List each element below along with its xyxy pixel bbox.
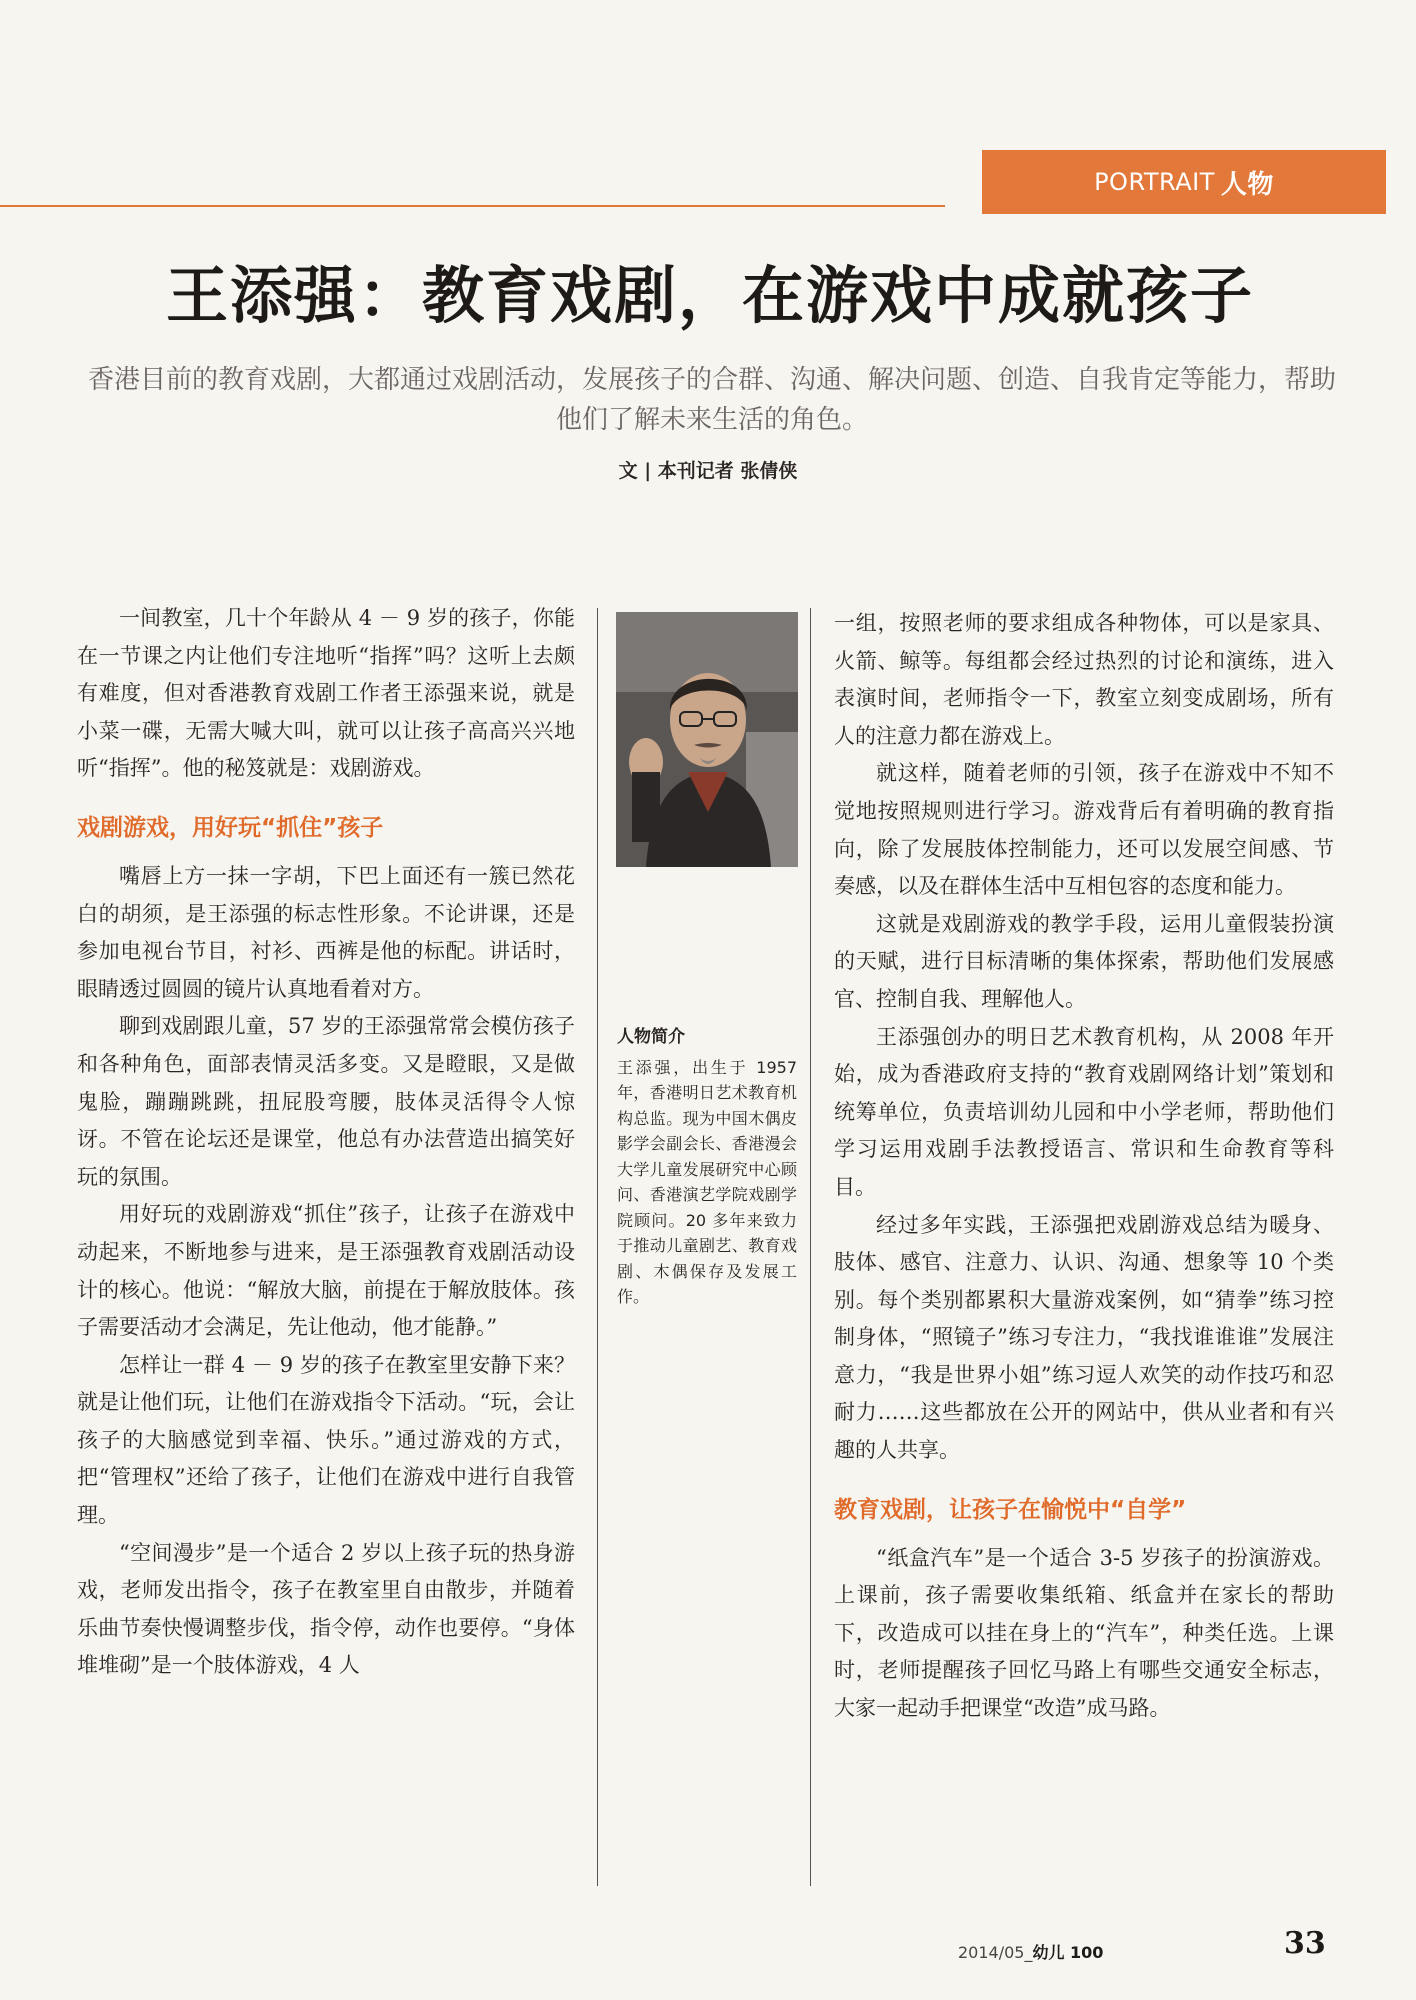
article-title: 王添强：教育戏剧，在游戏中成就孩子 (165, 259, 1254, 332)
paragraph: 一间教室，几十个年龄从 4 － 9 岁的孩子，你能在一节课之内让他们专注地听“指挥”吗？这听上去颇有难度，但对香港教育戏剧工作者王添强来说，就是小菜一碟，无需大喊大叫，就可以让孩子高高兴兴地听“指挥”。他的秘笈就是：戏剧游戏。 (77, 606, 575, 781)
byline: 文 | 本刊记者 张倩侠 (618, 460, 798, 482)
paragraph: 聊到戏剧跟儿童，57 岁的王添强常常会模仿孩子和各种角色，面部表情灵活多变。又是瞪眼，又是做鬼脸，蹦蹦跳跳，扭屁股弯腰，肢体灵活得令人惊讶。不管在论坛还是课堂，他总有办法营造出搞笑好玩的氛围。 (77, 1014, 575, 1189)
issue-date: 2014/05_ (958, 1943, 1033, 1962)
paragraph: 经过多年实践，王添强把戏剧游戏总结为暖身、肢体、感官、注意力、认识、沟通、想象等 10 个类别。每个类别都累积大量游戏案例，如“猜拳”练习控制身体，“照镜子”练习专注力，“我找谁谁谁”发展注意力，“我是世界小姐”练习逗人欢笑的动作技巧和忍耐力……这些都放在公开的网站中，供从业者和有兴趣的人共享。 (834, 1212, 1334, 1463)
magazine-name: 幼儿 100 (1032, 1943, 1104, 1962)
header-rule (0, 205, 945, 207)
profile-label: 人物简介 (617, 1027, 685, 1047)
profile-box (617, 1025, 797, 1310)
paragraph: 这就是戏剧游戏的教学手段，运用儿童假装扮演的天赋，进行目标清晰的集体探索，帮助他们发展感官、控制自我、理解他人。 (834, 911, 1334, 1011)
paragraph: 怎样让一群 4 － 9 岁的孩子在教室里安静下来？就是让他们玩，让他们在游戏指令下活动。“玩，会让孩子的大脑感觉到幸福、快乐。”通过游戏的方式，把“管理权”还给了孩子，让他们在游戏中进行自我管理。 (77, 1352, 575, 1528)
column-divider (597, 608, 598, 1886)
paragraph: 王添强创办的明日艺术教育机构，从 2008 年开始，成为香港政府支持的“教育戏剧网络计划”策划和统筹单位，负责培训幼儿园和中小学老师，帮助他们学习运用戏剧手法教授语言、常识和生命教育等科目。 (834, 1024, 1334, 1199)
left-column (77, 600, 575, 1685)
portrait-photo (616, 612, 798, 867)
section-label-en: PORTRAIT (1094, 168, 1215, 196)
column-divider (810, 608, 811, 1886)
section-heading: 戏剧游戏，用好玩“抓住”孩子 (77, 814, 384, 841)
footer-issue (958, 1940, 1103, 1963)
section-heading: 教育戏剧，让孩子在愉悦中“自学” (834, 1496, 1187, 1523)
paragraph: 用好玩的戏剧游戏“抓住”孩子，让孩子在游戏中动起来，不断地参与进来，是王添强教育戏剧活动设计的核心。他说：“解放大脑，前提在于解放肢体。孩子需要活动才会满足，先让他动，他才能静。” (77, 1202, 575, 1340)
section-label-cn: 人物 (1220, 169, 1274, 200)
right-column (834, 605, 1334, 1728)
paragraph: 一组，按照老师的要求组成各种物体，可以是家具、火箭、鲸等。每组都会经过热烈的讨论和演练，进入表演时间，老师指令一下，教室立刻变成剧场，所有人的注意力都在游戏上。 (834, 611, 1334, 748)
page-number: 33 (1284, 1926, 1326, 1961)
paragraph: “空间漫步”是一个适合 2 岁以上孩子玩的热身游戏，老师发出指令，孩子在教室里自由散步，并随着乐曲节奏快慢调整步伐，指令停，动作也要停。“身体堆堆砌”是一个肢体游戏，4 人 (77, 1540, 575, 1678)
profile-text: 王添强，出生于 1957 年，香港明日艺术教育机构总监。现为中国木偶皮影学会副会长、香港漫会大学儿童发展研究中心顾问、香港演艺学院戏剧学院顾问。20 多年来致力于推动儿童剧艺、教育戏剧、木偶保存及发展工作。 (617, 1057, 797, 1306)
paragraph: 嘴唇上方一抹一字胡，下巴上面还有一簇已然花白的胡须，是王添强的标志性形象。不论讲课，还是参加电视台节目，衬衫、西裤是他的标配。讲话时，眼睛透过圆圆的镜片认真地看着对方。 (77, 863, 575, 1001)
section-tag (982, 150, 1386, 214)
portrait-image (616, 612, 798, 867)
paragraph: 就这样，随着老师的引领，孩子在游戏中不知不觉地按照规则进行学习。游戏背后有着明确的教育指向，除了发展肢体控制能力，还可以发展空间感、节奏感，以及在群体生活中互相包容的态度和能力。 (834, 761, 1334, 899)
article-subtitle: 香港目前的教育戏剧，大都通过戏剧活动，发展孩子的合群、沟通、解决问题、创造、自我肯定等能力，帮助他们了解未来生活的角色。 (87, 365, 1336, 435)
paragraph: “纸盒汽车”是一个适合 3-5 岁孩子的扮演游戏。上课前，孩子需要收集纸箱、纸盒并在家长的帮助下，改造成可以挂在身上的“汽车”，种类任选。上课时，老师提醒孩子回忆马路上有哪些交通安全标志，大家一起动手把课堂“改造”成马路。 (834, 1545, 1334, 1721)
